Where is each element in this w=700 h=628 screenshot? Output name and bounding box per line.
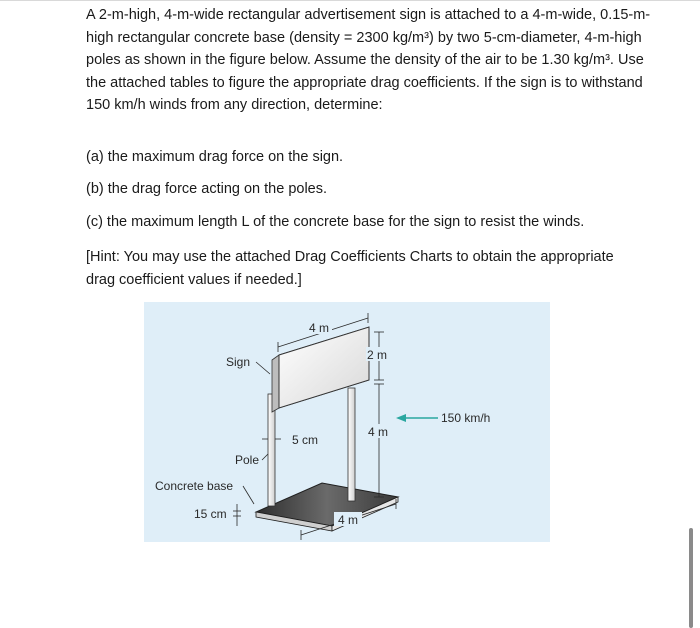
base-width-label: 4 m	[338, 513, 359, 527]
wind-speed-label: 150 km/h	[441, 411, 491, 425]
pole-diameter-label: 5 cm	[292, 433, 319, 447]
top-divider	[0, 0, 700, 1]
concrete-base-callout	[155, 479, 254, 504]
problem-intro: A 2-m-high, 4-m-wide rectangular advertisement sign is attached to a 4-m-wide, 0.15-m-high rectangular concrete base (density = 2300 kg/m³) by two 5-cm-diameter, 4-m-high poles as shown in the figure below. Assume the density of the air to be 1.30 kg/m³. Use the attached tables to figure the appropriate drag coefficients. If the sign is to withstand 150 km/h winds from any direction, determine:	[86, 7, 651, 114]
sign-diagram	[144, 302, 550, 542]
concrete-base	[256, 483, 398, 531]
sign-width-label: 4 m	[309, 321, 330, 335]
sign-height-dimension	[366, 332, 392, 380]
part-a: (a) the maximum drag force on the sign.	[86, 149, 344, 165]
problem-statement	[86, 4, 656, 288]
pole-height-label: 4 m	[368, 425, 389, 439]
part-b: (b) the drag force acting on the poles.	[86, 181, 328, 197]
part-c: (c) the maximum length L of the concrete base for the sign to resist the winds.	[86, 214, 585, 230]
rear-pole	[348, 388, 355, 501]
pole-label: Pole	[235, 453, 260, 467]
pole-height-dimension	[366, 384, 394, 497]
base-height-label: 15 cm	[194, 507, 227, 521]
sign-figure	[144, 302, 550, 542]
pole-callout	[235, 453, 268, 467]
vertical-scrollbar[interactable]	[689, 528, 693, 628]
concrete-base-label: Concrete base	[155, 479, 234, 493]
wind-arrow	[396, 411, 490, 425]
base-height-dimension	[194, 504, 241, 526]
hint-text: [Hint: You may use the attached Drag Coefficients Charts to obtain the appropriate drag coefficient values if needed.]	[86, 249, 614, 288]
sign-label: Sign	[226, 355, 251, 369]
sign-callout	[226, 355, 270, 374]
sign-height-label: 2 m	[367, 348, 388, 362]
